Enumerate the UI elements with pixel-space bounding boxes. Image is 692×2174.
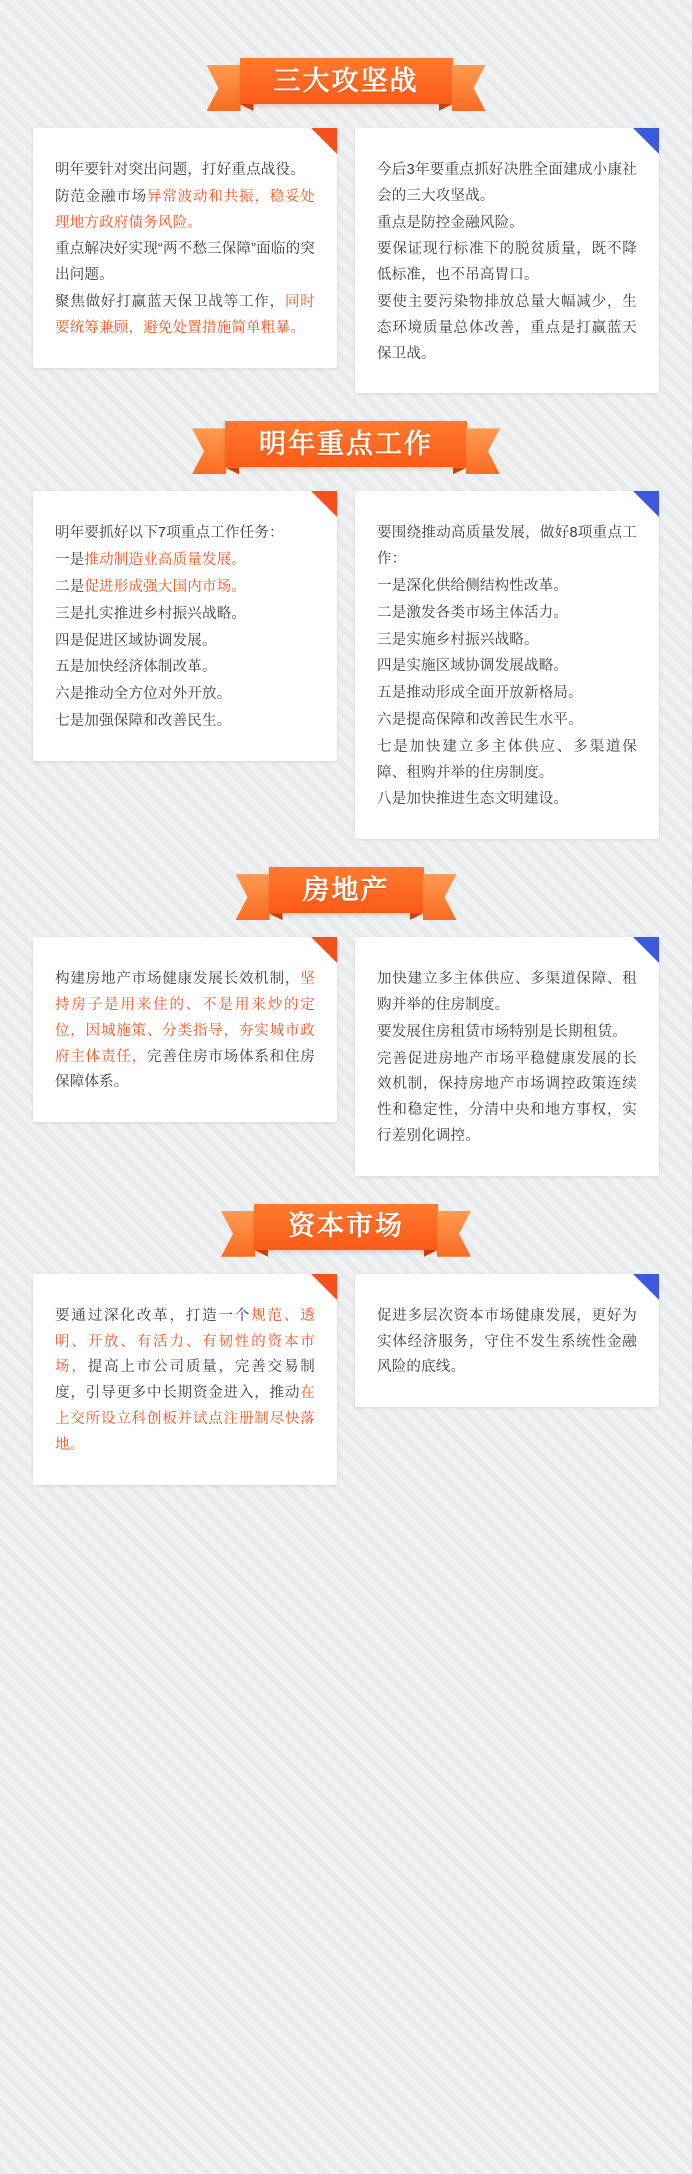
body-text: 明年要针对突出问题，打好重点战役。 [55,162,305,178]
section [0,52,692,393]
section-banner [0,415,692,473]
card-paragraph [377,601,637,627]
body-text: 完善住房市场体系和住房保障体系。 [55,1048,316,1091]
ribbon-tail-right [452,65,486,111]
ribbon-tail-left [236,874,270,920]
body-text: 明年要抓好以下7项重点工作任务： [55,525,284,542]
body-text: 八是加快推进生态文明建设。 [377,791,569,808]
body-text: 六是推动全方位对外开放。 [55,686,232,703]
body-text: 要围绕推动高质量发展，做好8项重点工作： [377,525,637,568]
body-text: 聚焦做好打赢蓝天保卫战等工作， [55,293,285,310]
card-paragraph [55,602,315,628]
ribbon-fold-left [269,913,283,920]
body-text: 促进多层次资本市场健康发展，更好为实体经济服务，守住不发生系统性金融风险的底线。 [377,1307,637,1376]
section-title: 明年重点工作 [259,428,433,459]
highlight-text: 规范、透明、开放、有活力、有韧性的资本市场， [55,1307,315,1376]
body-text: 二是 [55,578,85,595]
body-text: 一是 [55,552,85,569]
card-paragraph [377,574,637,600]
body-text: 五是加快经济体制改革。 [55,659,217,676]
corner-fold-icon [311,937,337,963]
highlight-text: 推动制造业高质量发展。 [84,552,247,569]
card-paragraph [377,628,637,654]
card-paragraph [55,629,315,655]
corner-fold-icon [633,128,659,154]
body-text: 七是加强保障和改善民生。 [55,712,232,729]
card-row [0,937,692,1176]
body-text: 重点解决好实现“两不愁三保障”面临的突出问题。 [55,241,315,284]
card-paragraph [377,1047,637,1150]
corner-fold-icon [633,491,659,517]
content-card [33,491,337,760]
highlight-text: 坚持房子是用来住的、不是用来炒的定位，因城施策、分类指导，夯实城市政府主体责任， [55,971,315,1065]
content-card [33,1274,337,1485]
section-banner [0,52,692,110]
corner-fold-icon [311,1274,337,1300]
body-text: 三是扎实推进乡村振兴战略。 [55,605,247,622]
card-paragraph [55,575,315,601]
body-text: 二是激发各类市场主体活力。 [377,604,569,621]
card-paragraph [377,237,637,289]
body-text: 防范金融市场 [55,188,147,205]
section [0,415,692,839]
body-text: 要发展住房租赁市场特别是长期租赁。 [377,1023,627,1040]
card-paragraph [377,681,637,707]
body-text: 五是推动形成全面开放新格局。 [377,685,583,702]
card-paragraph [55,237,315,289]
content-card [355,491,659,839]
highlight-text: 同时要统筹兼顾，避免处置措施简单粗暴。 [55,293,315,336]
section-title: 三大攻坚战 [273,65,419,96]
card-paragraph [55,709,315,735]
body-text: 六是提高保障和改善民生水平。 [377,711,583,728]
card-paragraph [55,1304,315,1459]
body-text: 今后3年要重点抓好决胜全面建成小康社会的三大攻坚战。 [377,162,637,204]
card-paragraph [377,654,637,680]
ribbon-fold-right [424,1250,438,1257]
ribbon-fold-right [453,467,467,474]
card-row [0,128,692,393]
content-card [33,128,337,368]
highlight-text: 异常波动和共振，稳妥处理地方政府债务风险。 [55,188,316,231]
section-banner [0,861,692,919]
card-paragraph [377,735,637,787]
body-text: 四是实施区域协调发展战略。 [377,658,569,675]
highlight-text: 在上交所设立科创板并试点注册制尽快落地。 [55,1385,315,1453]
ribbon-fold-left [225,467,239,474]
body-text: 一是深化供给侧结构性改革。 [377,577,569,594]
content-card [355,1274,659,1407]
ribbon-fold-right [410,913,424,920]
ribbon-body [240,58,453,104]
section [0,1198,692,1485]
card-row [0,491,692,839]
card-paragraph [377,967,637,1019]
card-paragraph [377,1304,637,1381]
content-card [33,937,337,1122]
card-paragraph [55,185,315,237]
body-text: 七是加快建立多主体供应、多渠道保障、租购并举的住房制度。 [377,738,637,781]
ribbon-fold-left [240,104,254,111]
ribbon-body [254,1204,438,1250]
body-text: 要通过深化改革，打造一个 [55,1307,252,1324]
corner-fold-icon [311,128,337,154]
card-paragraph [55,548,315,574]
card-paragraph [377,787,637,813]
corner-fold-icon [633,1274,659,1300]
body-text: 提高上市公司质量，完善交易制度，引导更多中长期资金进入，推动 [55,1359,315,1402]
ribbon-fold-left [254,1250,268,1257]
card-row [0,1274,692,1485]
card-paragraph [55,290,315,342]
ribbon-tail-left [221,1211,255,1257]
card-paragraph [377,290,637,367]
ribbon-tail-right [466,428,500,474]
card-paragraph [55,521,315,547]
body-text: 重点是防控金融风险。 [377,214,524,231]
card-paragraph [377,158,637,210]
section-banner [0,1198,692,1256]
card-paragraph [377,1020,637,1046]
card-paragraph [377,211,637,237]
section-title: 资本市场 [288,1211,404,1242]
ribbon-tail-right [437,1211,471,1257]
ribbon-body [269,867,424,913]
ribbon-tail-right [423,874,457,920]
card-paragraph [55,158,315,184]
card-paragraph [55,967,315,1096]
section-title: 房地产 [302,874,390,905]
content-card [355,937,659,1176]
card-paragraph [377,708,637,734]
card-paragraph [55,682,315,708]
corner-fold-icon [633,937,659,963]
content-card [355,128,659,393]
ribbon-tail-left [192,428,226,474]
ribbon-body [225,421,467,467]
body-text: 加快建立多主体供应、多渠道保障、租购并举的住房制度。 [377,971,637,1013]
card-paragraph [55,655,315,681]
ribbon-tail-left [207,65,241,111]
highlight-text: 促进形成强大国内市场。 [84,578,247,595]
body-text: 要保证现行标准下的脱贫质量，既不降低标准，也不吊高胃口。 [377,241,637,284]
body-text: 完善促进房地产市场平稳健康发展的长效机制，保持房地产市场调控政策连续性和稳定性，分清中央和地方事权，实行差别化调控。 [377,1050,637,1144]
corner-fold-icon [311,491,337,517]
ribbon-fold-right [439,104,453,111]
section [0,861,692,1176]
body-text: 三是实施乡村振兴战略。 [377,631,539,648]
body-text: 四是促进区域协调发展。 [55,632,217,649]
body-text: 构建房地产市场健康发展长效机制， [55,971,301,988]
card-paragraph [377,521,637,573]
body-text: 要使主要污染物排放总量大幅减少，生态环境质量总体改善，重点是打赢蓝天保卫战。 [377,293,637,362]
